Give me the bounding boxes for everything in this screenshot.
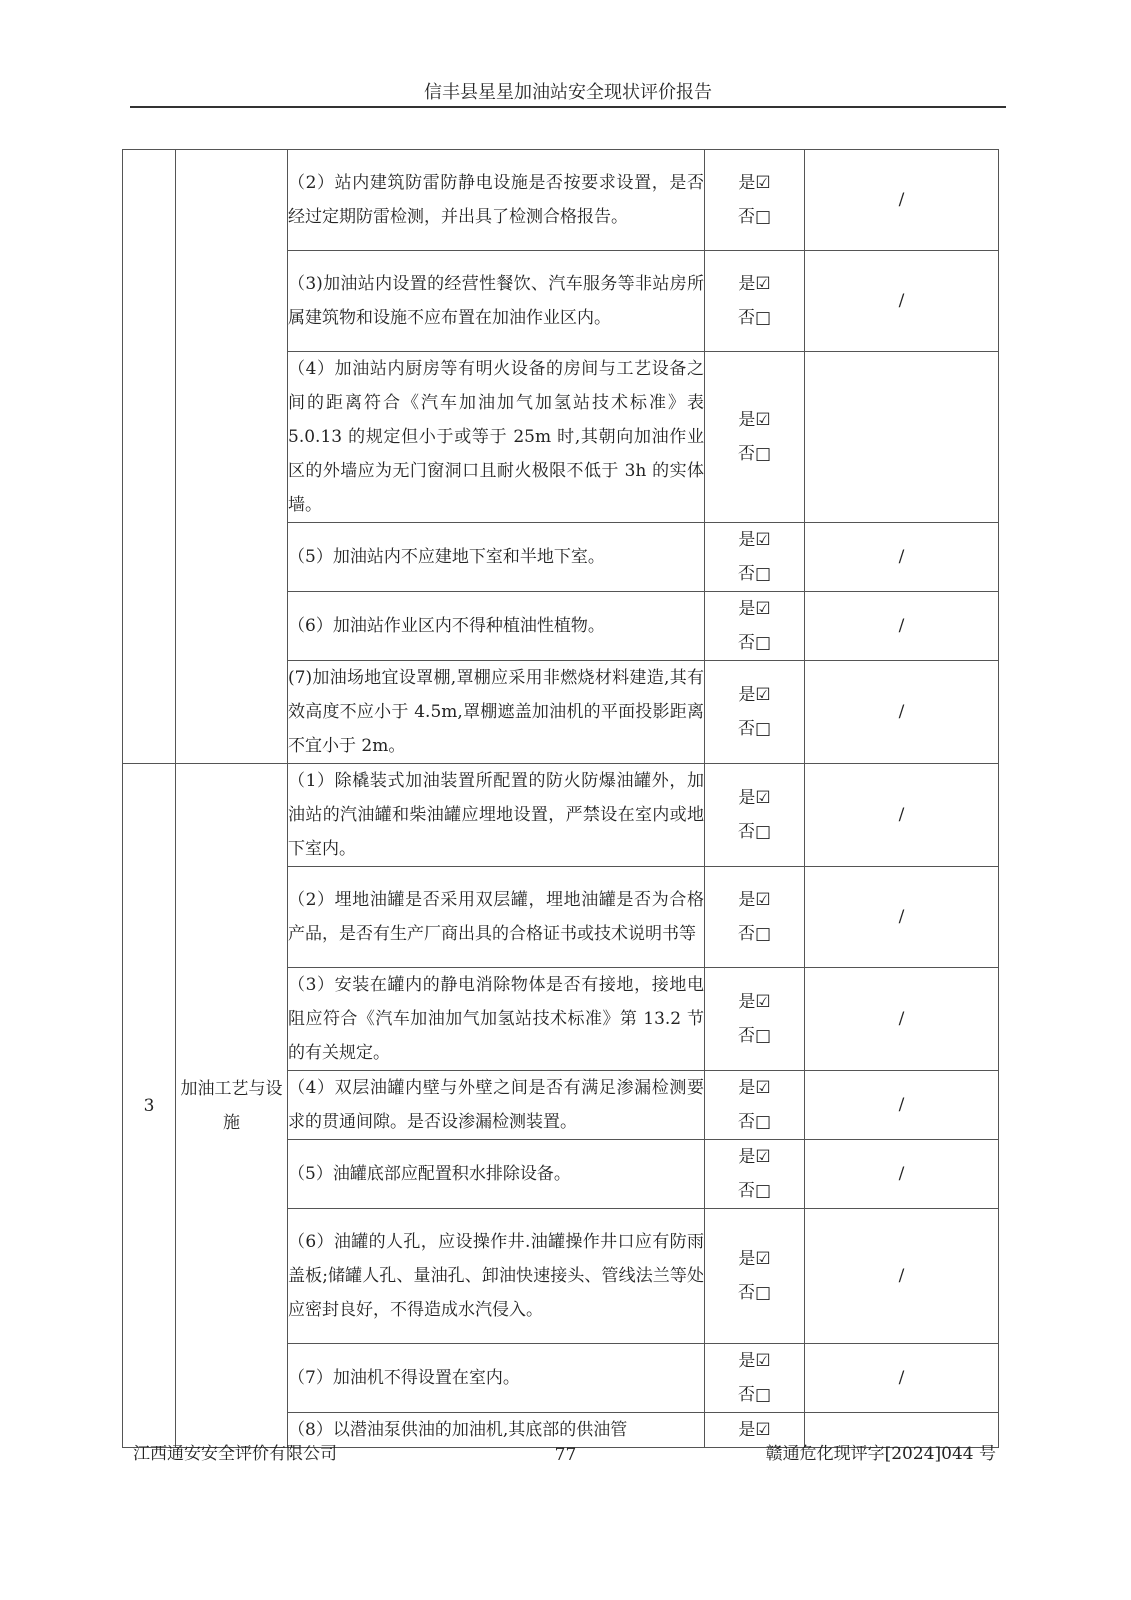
judgement-cell bbox=[705, 1071, 805, 1140]
remark-cell: / bbox=[805, 251, 999, 352]
remark-cell: / bbox=[805, 764, 999, 867]
index-cell-continued bbox=[123, 150, 176, 764]
requirement-cell: (7)加油场地宜设罩棚,罩棚应采用非燃烧材料建造,其有效高度不应小于 4.5m,罩棚遮盖加油机的平面投影距离不宜小于 2m。 bbox=[288, 661, 705, 764]
remark-cell: / bbox=[805, 1344, 999, 1413]
judgement-cell bbox=[705, 251, 805, 352]
remark-cell: / bbox=[805, 523, 999, 592]
yes-checked: 是☑ bbox=[738, 1249, 771, 1269]
footer-document-number: 赣通危化现评字[2024]044 号 bbox=[765, 1444, 996, 1464]
category-cell-continued bbox=[176, 150, 288, 764]
yes-checked: 是☑ bbox=[738, 1147, 771, 1167]
requirement-cell: （3)加油站内设置的经营性餐饮、汽车服务等非站房所属建筑物和设施不应布置在加油作业区内。 bbox=[288, 251, 705, 352]
judgement-cell bbox=[705, 1344, 805, 1413]
judgement-cell bbox=[705, 764, 805, 867]
requirement-cell: （8）以潜油泵供油的加油机,其底部的供油管 bbox=[288, 1413, 705, 1448]
requirement-cell: （5）加油站内不应建地下室和半地下室。 bbox=[288, 523, 705, 592]
item-category: 加油工艺与设施 bbox=[176, 764, 288, 1448]
requirement-cell: （4）加油站内厨房等有明火设备的房间与工艺设备之间的距离符合《汽车加油加气加氢站技术标准》表 5.0.13 的规定但小于或等于 25m 时,其朝向加油作业区的外墙应为无门窗洞口且耐火极限不低于 3h 的实体墙。 bbox=[288, 352, 705, 523]
item-index: 3 bbox=[123, 764, 176, 1448]
remark-cell: / bbox=[805, 867, 999, 968]
requirement-cell: （1）除橇装式加油装置所配置的防火防爆油罐外，加油站的汽油罐和柴油罐应埋地设置，严禁设在室内或地下室内。 bbox=[288, 764, 705, 867]
requirement-cell: （4）双层油罐内壁与外壁之间是否有满足渗漏检测要求的贯通间隙。是否设渗漏检测装置。 bbox=[288, 1071, 705, 1140]
yes-checked: 是☑ bbox=[738, 1078, 771, 1098]
no-unchecked: 否□ bbox=[737, 564, 772, 584]
no-unchecked: 否□ bbox=[737, 1385, 772, 1405]
yes-checked: 是☑ bbox=[738, 599, 771, 619]
requirement-cell: （7）加油机不得设置在室内。 bbox=[288, 1344, 705, 1413]
requirement-cell: （6）加油站作业区内不得种植油性植物。 bbox=[288, 592, 705, 661]
remark-cell: / bbox=[805, 592, 999, 661]
requirement-cell: （6）油罐的人孔，应设操作井.油罐操作井口应有防雨盖板;储罐人孔、量油孔、卸油快速接头、管线法兰等处应密封良好，不得造成水汽侵入。 bbox=[288, 1209, 705, 1344]
remark-cell: / bbox=[805, 1209, 999, 1344]
no-unchecked: 否□ bbox=[737, 444, 772, 464]
judgement-cell bbox=[705, 867, 805, 968]
no-unchecked: 否□ bbox=[737, 308, 772, 328]
no-unchecked: 否□ bbox=[737, 207, 772, 227]
yes-checked: 是☑ bbox=[738, 274, 771, 294]
yes-checked: 是☑ bbox=[738, 173, 771, 193]
requirement-cell: （2）站内建筑防雷防静电设施是否按要求设置，是否经过定期防雷检测，并出具了检测合格报告。 bbox=[288, 150, 705, 251]
yes-checked: 是☑ bbox=[738, 530, 771, 550]
yes-checked: 是☑ bbox=[738, 1351, 771, 1371]
judgement-cell bbox=[705, 523, 805, 592]
yes-checked: 是☑ bbox=[738, 1420, 771, 1440]
no-unchecked: 否□ bbox=[737, 924, 772, 944]
judgement-cell bbox=[705, 150, 805, 251]
judgement-cell bbox=[705, 592, 805, 661]
footer-company: 江西通安安全评价有限公司 bbox=[133, 1444, 337, 1464]
no-unchecked: 否□ bbox=[737, 633, 772, 653]
evaluation-table bbox=[122, 149, 999, 1448]
judgement-cell bbox=[705, 968, 805, 1071]
remark-cell: / bbox=[805, 150, 999, 251]
yes-checked: 是☑ bbox=[738, 788, 771, 808]
remark-cell: / bbox=[805, 661, 999, 764]
remark-cell: / bbox=[805, 1140, 999, 1209]
no-unchecked: 否□ bbox=[737, 822, 772, 842]
remark-cell: / bbox=[805, 968, 999, 1071]
requirement-cell: （2）埋地油罐是否采用双层罐，埋地油罐是否为合格产品，是否有生产厂商出具的合格证书或技术说明书等 bbox=[288, 867, 705, 968]
no-unchecked: 否□ bbox=[737, 1181, 772, 1201]
yes-checked: 是☑ bbox=[738, 685, 771, 705]
judgement-cell bbox=[705, 661, 805, 764]
header-divider bbox=[130, 106, 1006, 108]
requirement-cell: （5）油罐底部应配置积水排除设备。 bbox=[288, 1140, 705, 1209]
judgement-cell bbox=[705, 1140, 805, 1209]
no-unchecked: 否□ bbox=[737, 1112, 772, 1132]
remark-cell bbox=[805, 352, 999, 523]
no-unchecked: 否□ bbox=[737, 1026, 772, 1046]
no-unchecked: 否□ bbox=[737, 719, 772, 739]
table-row bbox=[123, 150, 999, 251]
page-number: 77 bbox=[554, 1445, 577, 1465]
requirement-cell: （3）安装在罐内的静电消除物体是否有接地，接地电阻应符合《汽车加油加气加氢站技术标准》第 13.2 节的有关规定。 bbox=[288, 968, 705, 1071]
remark-cell: / bbox=[805, 1071, 999, 1140]
judgement-cell bbox=[705, 1209, 805, 1344]
judgement-cell bbox=[705, 352, 805, 523]
yes-checked: 是☑ bbox=[738, 410, 771, 430]
no-unchecked: 否□ bbox=[737, 1283, 772, 1303]
table-row bbox=[123, 764, 999, 867]
page-header-title: 信丰县星星加油站安全现状评价报告 bbox=[424, 82, 712, 103]
yes-checked: 是☑ bbox=[738, 890, 771, 910]
yes-checked: 是☑ bbox=[738, 992, 771, 1012]
